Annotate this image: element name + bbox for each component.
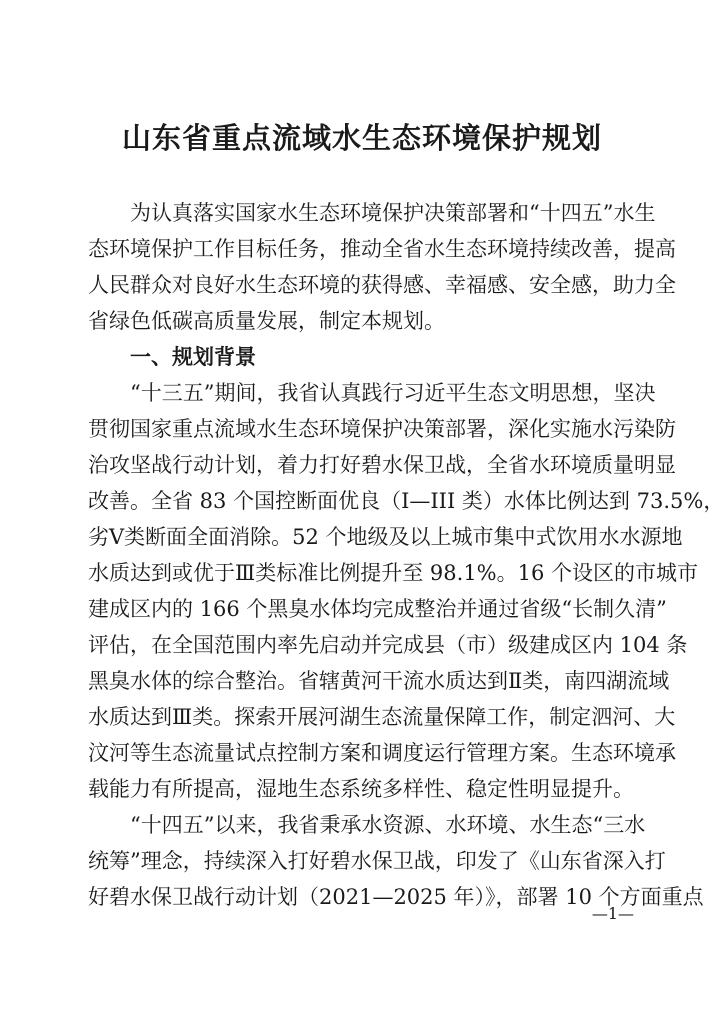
page-number: —1— xyxy=(591,904,634,923)
text-line: “十四五”以来，我省秉承水资源、水环境、水生态“三水 xyxy=(88,813,646,837)
text-line: 治攻坚战行动计划，着力打好碧水保卫战，全省水环境质量明显 xyxy=(88,453,676,477)
text-line: 统筹”理念，持续深入打好碧水保卫战，印发了《山东省深入打 xyxy=(88,849,666,873)
text-line: 建成区内的 166 个黑臭水体均完成整治并通过省级“长制久清” xyxy=(88,597,667,621)
text-line: 贯彻国家重点流域水生态环境保护决策部署，深化实施水污染防 xyxy=(88,417,676,441)
text-line: 为认真落实国家水生态环境保护决策部署和“十四五”水生 xyxy=(88,201,656,225)
text-line: 改善。全省 83 个国控断面优良（I—III 类）水体比例达到 73.5%， xyxy=(88,489,724,513)
document-title: 山东省重点流域水生态环境保护规划 xyxy=(121,121,602,155)
text-line: 水质达到或优于Ⅲ类标准比例提升至 98.1%。16 个设区的市城市 xyxy=(88,561,699,585)
text-line: 汶河等生态流量试点控制方案和调度运行管理方案。生态环境承 xyxy=(88,741,676,765)
text-line: 态环境保护工作目标任务，推动全省水生态环境持续改善，提高 xyxy=(88,237,676,261)
section-heading: 一、规划背景 xyxy=(88,345,256,369)
text-line: 人民群众对良好水生态环境的获得感、幸福感、安全感，助力全 xyxy=(88,273,676,297)
text-line: 好碧水保卫战行动计划（2021—2025 年）》，部署 10 个方面重点 xyxy=(88,885,704,909)
text-line: 评估，在全国范围内率先启动并完成县（市）级建成区内 104 条 xyxy=(88,633,688,657)
text-line: 省绿色低碳高质量发展，制定本规划。 xyxy=(88,309,445,333)
text-line: 载能力有所提高，湿地生态系统多样性、稳定性明显提升。 xyxy=(88,777,634,801)
text-line: 劣Ⅴ类断面全面消除。52 个地级及以上城市集中式饮用水水源地 xyxy=(88,525,683,549)
text-line: 黑臭水体的综合整治。省辖黄河干流水质达到Ⅱ类，南四湖流域 xyxy=(88,669,670,693)
text-line: 水质达到Ⅲ类。探索开展河湖生态流量保障工作，制定泗河、大 xyxy=(88,705,676,729)
text-line: “十三五”期间，我省认真践行习近平生态文明思想，坚决 xyxy=(88,381,656,405)
